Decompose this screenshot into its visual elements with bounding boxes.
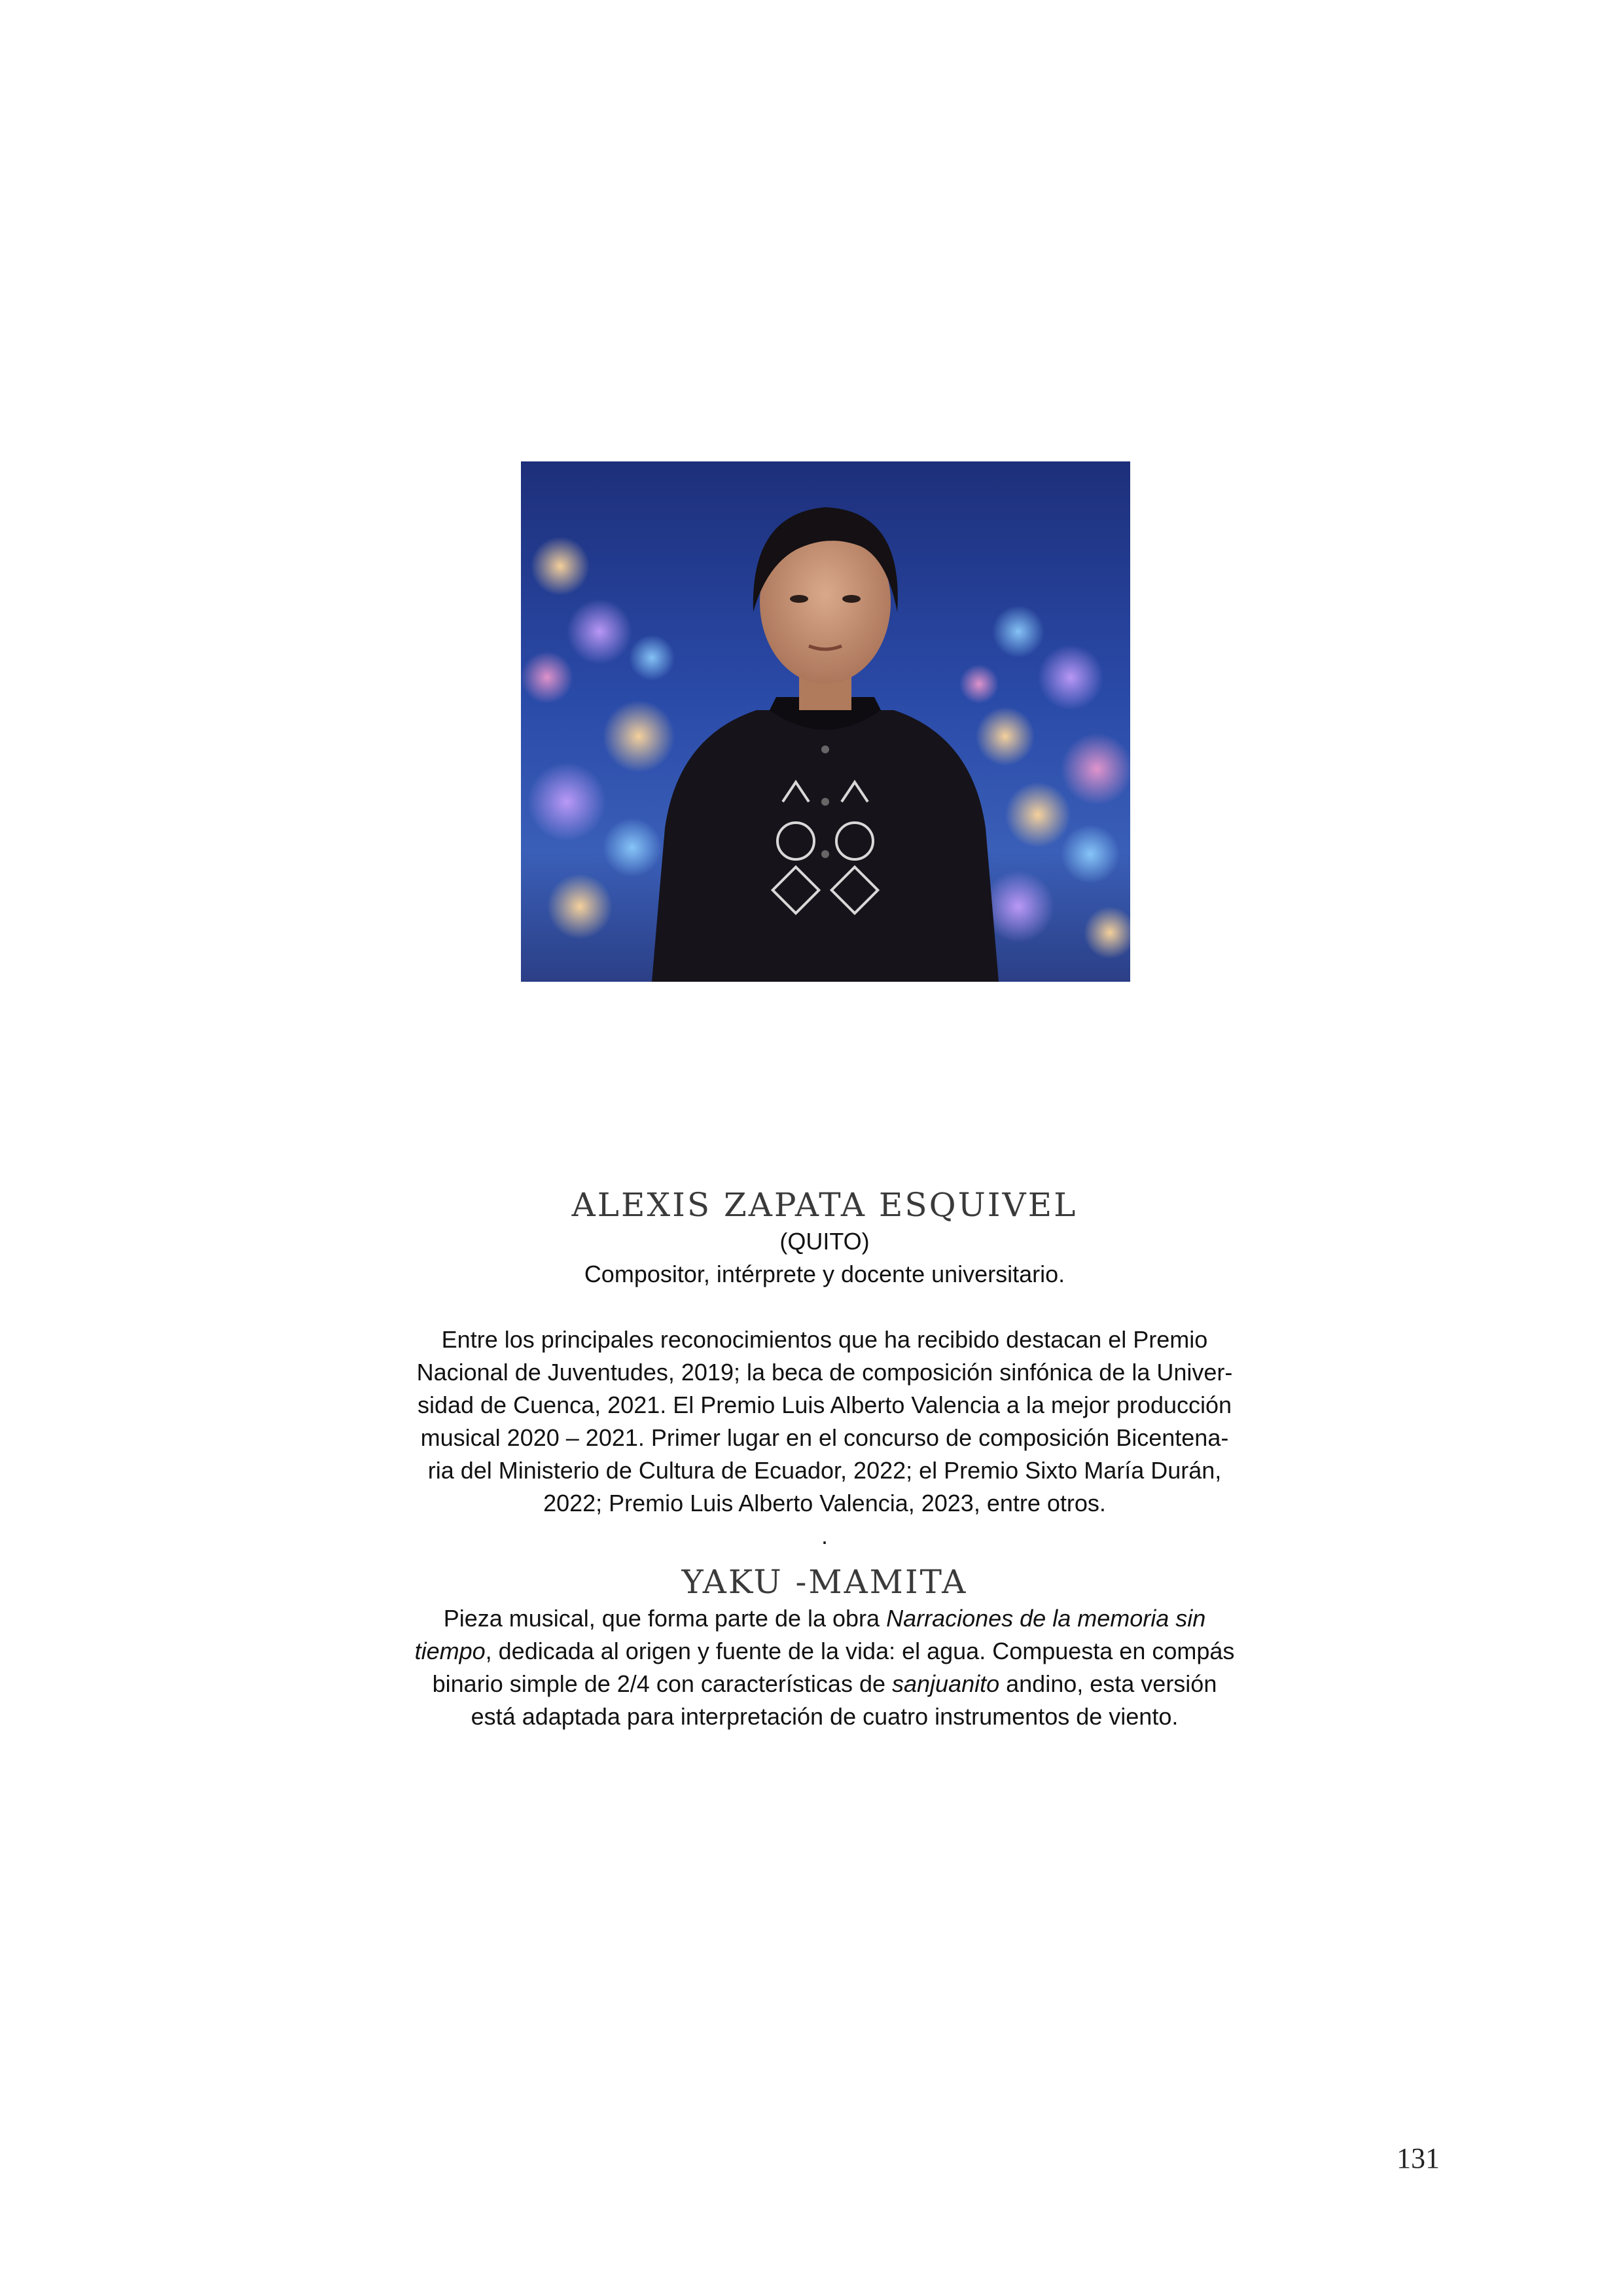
page-number: 131: [1397, 2142, 1440, 2174]
work-title: YAKU -MAMITA: [681, 1563, 968, 1601]
bio-line: musical 2020 – 2021. Primer lugar en el concurso de composición Bicentena-: [420, 1424, 1229, 1451]
desc-italic-text: tiempo: [414, 1638, 486, 1664]
desc-line: [366, 1668, 1283, 1700]
portrait-photo: [521, 461, 1130, 982]
desc-line: [366, 1635, 1283, 1668]
bio-line: ria del Ministerio de Cultura de Ecuador, 2022; el Premio Sixto María Durán,: [427, 1457, 1222, 1484]
bio-line: Nacional de Juventudes, 2019; la beca de composición sinfónica de la Univer-: [416, 1359, 1233, 1386]
bio-line: Entre los principales reconocimientos que ha recibido destacan el Premio: [441, 1326, 1208, 1353]
profile-section: [366, 1185, 1283, 1733]
work-description: [366, 1602, 1283, 1733]
composer-city: (QUITO): [779, 1228, 870, 1255]
desc-italic-text: Narraciones de la memoria sin: [886, 1605, 1206, 1632]
composer-name: ALEXIS ZAPATA ESQUIVEL: [571, 1186, 1078, 1224]
desc-text: binario simple de 2/4 con características de: [432, 1670, 892, 1697]
desc-text: Pieza musical, que forma parte de la obra: [443, 1605, 887, 1632]
desc-text: andino, esta versión: [999, 1670, 1217, 1697]
separator-dot: .: [821, 1522, 828, 1549]
bio-line: 2022; Premio Luis Alberto Valencia, 2023, entre otros.: [543, 1490, 1106, 1516]
desc-line: está adaptada para interpretación de cuatro instrumentos de viento.: [471, 1703, 1179, 1730]
desc-italic-text: sanjuanito: [892, 1670, 1000, 1697]
composer-bio: [366, 1323, 1283, 1520]
bio-line: sidad de Cuenca, 2021. El Premio Luis Alberto Valencia a la mejor producción: [417, 1391, 1232, 1418]
desc-text: , dedicada al origen y fuente de la vida: el agua. Compuesta en compás: [485, 1638, 1235, 1664]
desc-line: [366, 1602, 1283, 1635]
composer-role: Compositor, intérprete y docente universitario.: [584, 1261, 1065, 1287]
